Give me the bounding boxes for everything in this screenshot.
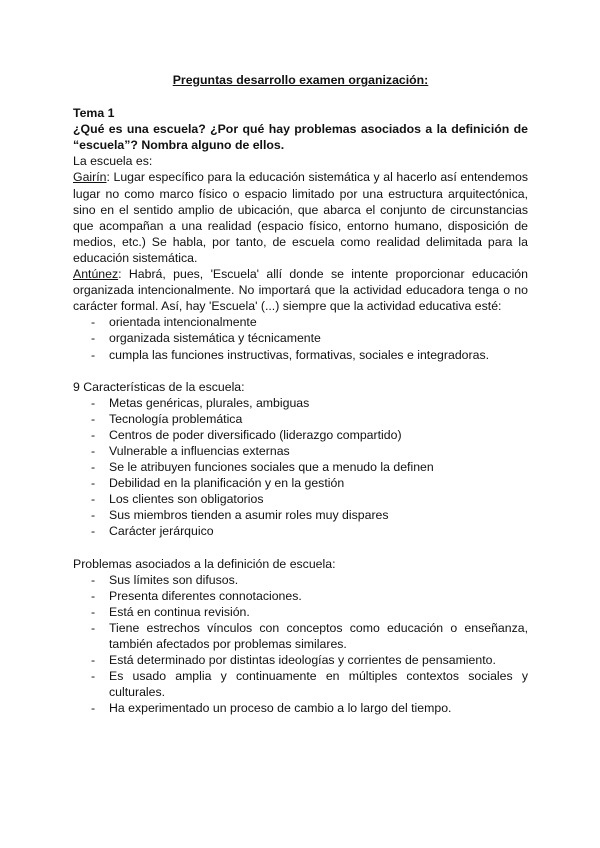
list-item: - Tiene estrechos vínculos con conceptos como educación o enseñanza, también afectados por problemas similares. (73, 620, 528, 652)
list-item: - Presenta diferentes connotaciones. (73, 588, 528, 604)
list-item: - Está en continua revisión. (73, 604, 528, 620)
gairin-text: : Lugar específico para la educación sistemática y al hacerlo así entendemos lugar no como marco físico o espacio limitado por una estructura arquitectónica, sino en el sentido amplio de ubicación, que abarca el conjunto de circunstancias que acompañan a una realidad (espacio físico, entorno humano, disposición de medios, etc.) Se habla, por tanto, de escuela como realidad delimitada para la educación sistemática. (73, 170, 528, 265)
list-item: - Se le atribuyen funciones sociales que a menudo la definen (73, 459, 528, 475)
list-item: - Ha experimentado un proceso de cambio a lo largo del tiempo. (73, 700, 528, 716)
antunez-list (73, 314, 528, 362)
list-item: - orientada intencionalmente (73, 314, 528, 330)
antunez-definition (73, 266, 528, 314)
spacer (73, 363, 528, 379)
list-item: - Es usado amplia y continuamente en múltiples contextos sociales y culturales. (73, 668, 528, 700)
intro-text: La escuela es: (73, 154, 153, 169)
author-antunez: Antúnez (73, 267, 119, 282)
list-item: - Está determinado por distintas ideologías y corrientes de pensamiento. (73, 652, 528, 668)
list-item: - Centros de poder diversificado (liderazgo compartido) (73, 427, 528, 443)
section-heading: Tema 1 (73, 106, 115, 121)
antunez-text: : Habrá, pues, 'Escuela' allí donde se intente proporcionar educación organizada intencionalmente. No importará que la actividad educadora tenga o no carácter formal. Así, hay 'Escuela' (...) siempre que la actividad educativa esté: (73, 267, 528, 314)
problems-list (73, 572, 528, 717)
characteristics-list (73, 395, 528, 540)
list-item: - Sus miembros tienden a asumir roles muy dispares (73, 507, 528, 523)
gairin-definition (73, 169, 528, 266)
document-title: Preguntas desarrollo examen organización: (172, 73, 429, 87)
list-item: - cumpla las funciones instructivas, formativas, sociales e integradoras. (73, 347, 528, 363)
list-item: - organizada sistemática y técnicamente (73, 330, 528, 346)
document-body (73, 72, 528, 716)
question-text: ¿Qué es una escuela? ¿Por qué hay problemas asociados a la definición de “escuela”? Nombra alguno de ellos. (73, 122, 528, 153)
characteristics-heading: 9 Características de la escuela: (73, 379, 245, 394)
list-item: - Carácter jerárquico (73, 523, 528, 539)
problems-heading: Problemas asociados a la definición de escuela: (73, 556, 336, 571)
author-gairin: Gairín (73, 170, 107, 185)
list-item: - Sus límites son difusos. (73, 572, 528, 588)
list-item: - Vulnerable a influencias externas (73, 443, 528, 459)
list-item: - Tecnología problemática (73, 411, 528, 427)
spacer (73, 540, 528, 556)
list-item: - Los clientes son obligatorios (73, 491, 528, 507)
list-item: - Metas genéricas, plurales, ambiguas (73, 395, 528, 411)
list-item: - Debilidad en la planificación y en la gestión (73, 475, 528, 491)
